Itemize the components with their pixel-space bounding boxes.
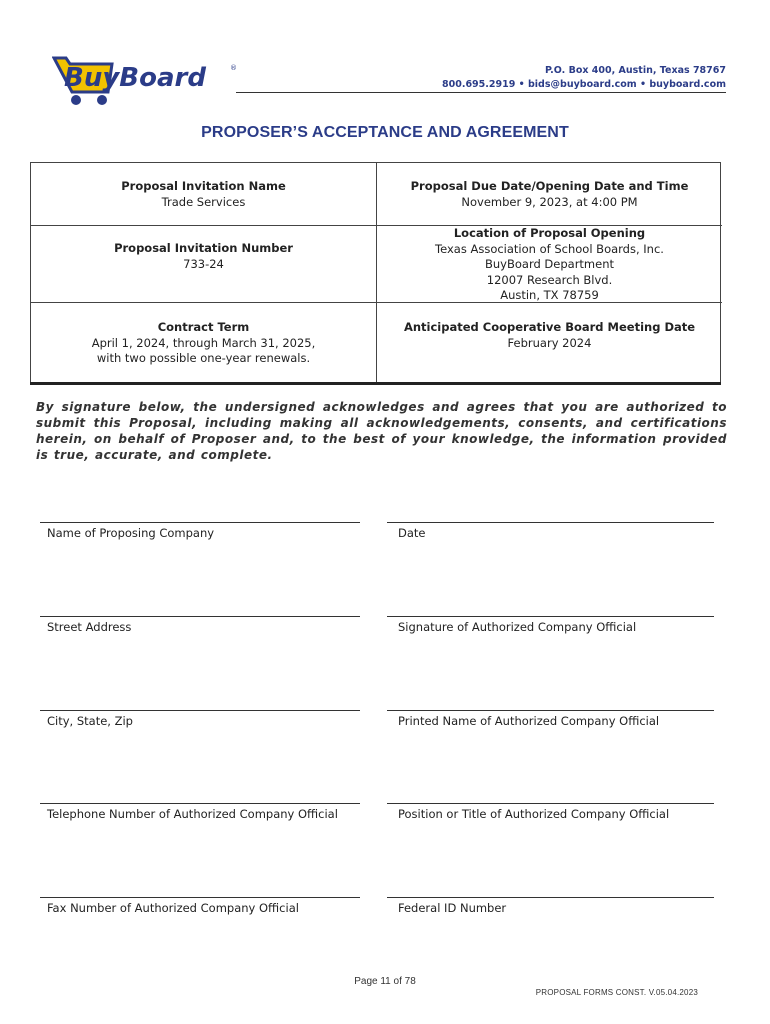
address-line: P.O. Box 400, Austin, Texas 78767 [544, 65, 726, 76]
invitation-number-label: Proposal Invitation Number [114, 241, 293, 255]
federal-id-field[interactable] [387, 897, 714, 898]
invitation-name-cell [31, 179, 376, 210]
invitation-name-value: Trade Services [161, 194, 246, 209]
date-field[interactable] [387, 522, 714, 523]
acknowledgement-statement: By signature below, the undersigned acknowledges and agrees that you are authorized to submit this Proposal, including making all acknowledgements, consents, and certifications herein, on behalf of Proposer and, to the best of your knowledge, the information provided is true, accurate, and complete. [36, 400, 727, 462]
printed-name-label: Printed Name of Authorized Company Official [398, 714, 660, 728]
telephone-label: Telephone Number of Authorized Company Official [47, 807, 338, 821]
page-number: Page 11 of 78 [354, 976, 416, 987]
due-date-value: November 9, 2023, at 4:00 PM [461, 194, 638, 209]
contact-block [442, 64, 726, 92]
location-line: Austin, TX 78759 [500, 288, 599, 302]
federal-id-label: Federal ID Number [398, 901, 507, 915]
company-name-field[interactable] [40, 522, 360, 523]
table-bottom-rule [30, 382, 721, 385]
location-line: Texas Association of School Boards, Inc. [435, 241, 664, 256]
board-meeting-cell [377, 320, 722, 351]
location-label: Location of Proposal Opening [453, 226, 646, 240]
header-rule [236, 92, 726, 93]
contact-line: 800.695.2919 • bids@buyboard.com • buyboard.com [442, 79, 726, 90]
invitation-number-cell [31, 241, 376, 272]
due-date-cell [377, 179, 722, 210]
contract-term-line: with two possible one-year renewals. [96, 351, 311, 365]
registered-mark: ® [230, 64, 237, 72]
city-state-zip-label: City, State, Zip [47, 714, 133, 728]
date-label: Date [398, 526, 426, 540]
fax-label: Fax Number of Authorized Company Official [47, 901, 299, 915]
row-divider [31, 302, 376, 303]
signature-label: Signature of Authorized Company Official [398, 620, 637, 634]
contract-term-cell [31, 320, 376, 367]
position-title-label: Position or Title of Authorized Company Official [398, 807, 670, 821]
position-title-field[interactable] [387, 803, 714, 804]
fax-field[interactable] [40, 897, 360, 898]
city-state-zip-field[interactable] [40, 710, 360, 711]
board-meeting-value: February 2024 [507, 335, 592, 350]
page-title: PROPOSER’S ACCEPTANCE AND AGREEMENT [201, 124, 569, 141]
company-name-label: Name of Proposing Company [47, 526, 215, 540]
due-date-label: Proposal Due Date/Opening Date and Time [410, 179, 689, 193]
contract-term-line: April 1, 2024, through March 31, 2025, [91, 335, 316, 350]
row-divider [31, 225, 376, 226]
location-line: 12007 Research Blvd. [486, 272, 613, 287]
invitation-name-label: Proposal Invitation Name [121, 179, 286, 193]
telephone-field[interactable] [40, 803, 360, 804]
logo-text: BuyBoard [64, 63, 206, 93]
printed-name-field[interactable] [387, 710, 714, 711]
location-line: BuyBoard Department [484, 257, 615, 271]
location-cell [377, 226, 722, 304]
proposal-info-table [30, 162, 721, 383]
board-meeting-label: Anticipated Cooperative Board Meeting Date [403, 320, 696, 334]
form-id: PROPOSAL FORMS CONST. V.05.04.2023 [535, 988, 698, 997]
signature-field[interactable] [387, 616, 714, 617]
street-address-label: Street Address [47, 620, 132, 634]
contract-term-label: Contract Term [157, 320, 250, 334]
street-address-field[interactable] [40, 616, 360, 617]
buyboard-logo [52, 48, 242, 110]
invitation-number-value: 733-24 [183, 256, 224, 271]
